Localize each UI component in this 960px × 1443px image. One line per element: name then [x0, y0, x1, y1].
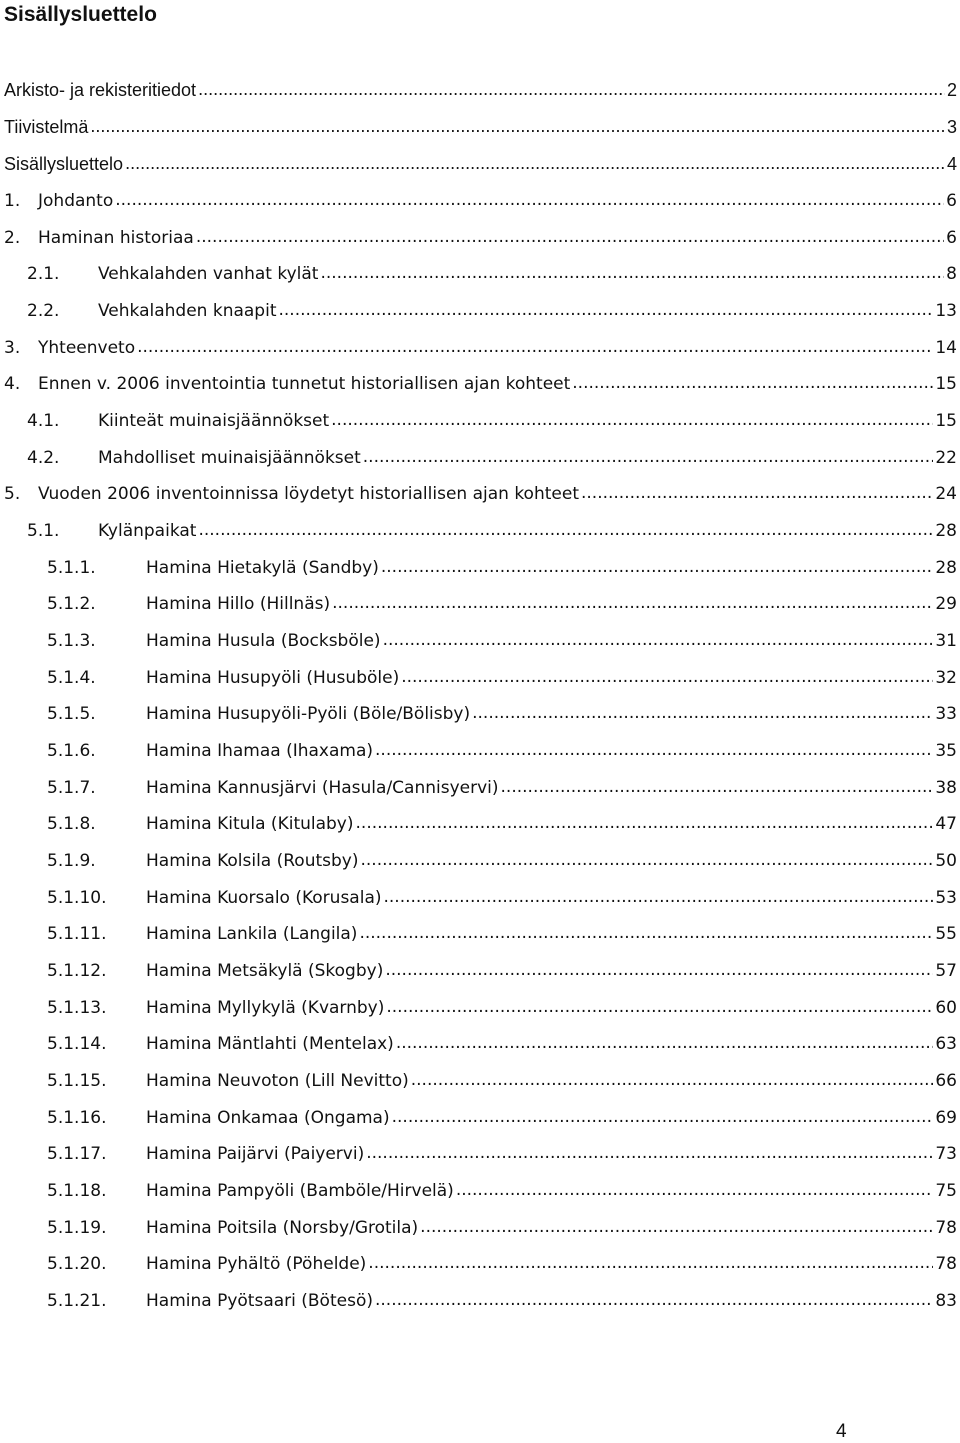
toc-dot-leader [198, 77, 945, 101]
toc-entry-label: Vuoden 2006 inventoinnissa löydetyt historiallisen ajan kohteet [38, 484, 579, 504]
toc-entry-label: Kiinteät muinaisjäännökset [98, 411, 330, 431]
toc-entry-number: 2. [4, 228, 21, 248]
toc-entry-page: 33 [935, 704, 957, 724]
toc-entry-page: 32 [935, 668, 957, 688]
toc-entry-number: 3. [4, 338, 21, 358]
toc-dot-leader [331, 408, 933, 432]
toc-entry-page: 66 [935, 1071, 957, 1091]
toc-entry-page: 78 [935, 1254, 957, 1274]
toc-entry[interactable] [47, 1032, 960, 1056]
toc-entry-page: 29 [935, 594, 957, 614]
toc-entry[interactable] [47, 996, 960, 1020]
toc-entry-page: 2 [946, 80, 957, 100]
toc-entry-label: Ennen v. 2006 inventointia tunnetut historiallisen ajan kohteet [38, 374, 571, 394]
toc-entry-page: 28 [935, 558, 957, 578]
toc-entry-number: 5.1.11. [47, 924, 107, 944]
toc-dot-leader [137, 335, 933, 359]
toc-entry-number: 4.1. [27, 411, 60, 431]
toc-dot-leader [361, 848, 934, 872]
toc-dot-leader [501, 775, 934, 799]
toc-entry-number: 5.1.16. [47, 1108, 107, 1128]
toc-entry-label: Hamina Paijärvi (Paiyervi) [146, 1144, 365, 1164]
toc-entry[interactable] [4, 482, 960, 506]
toc-dot-leader [420, 1215, 933, 1239]
toc-entry-number: 5.1.21. [47, 1291, 107, 1311]
toc-entry-number: 5.1.9. [47, 851, 96, 871]
toc-entry[interactable] [4, 78, 960, 102]
toc-entry[interactable] [47, 776, 960, 800]
toc-entry-number: 5.1.5. [47, 704, 96, 724]
toc-entry-number: 4.2. [27, 448, 60, 468]
toc-dot-leader [386, 995, 933, 1019]
page-number: 4 [836, 1421, 847, 1442]
toc-dot-leader [381, 555, 933, 579]
toc-entry-label: Hamina Neuvoton (Lill Nevitto) [146, 1071, 409, 1091]
toc-entry[interactable] [47, 739, 960, 763]
toc-entry-page: 60 [935, 998, 957, 1018]
toc-dot-leader [198, 518, 933, 542]
toc-entry-page: 53 [935, 888, 957, 908]
toc-entry-label: Johdanto [38, 191, 114, 211]
toc-entry-label: Hamina Onkamaa (Ongama) [146, 1108, 390, 1128]
toc-entry-label: Yhteenveto [38, 338, 136, 358]
toc-entry[interactable] [27, 262, 960, 286]
toc-entry[interactable] [47, 1069, 960, 1093]
toc-entry-number: 2.2. [27, 301, 60, 321]
toc-entry[interactable] [47, 886, 960, 910]
toc-entry-number: 5.1.14. [47, 1034, 107, 1054]
toc-entry-number: 5.1.4. [47, 668, 96, 688]
toc-dot-leader [90, 114, 945, 138]
toc-entry[interactable] [47, 556, 960, 580]
toc-entry[interactable] [27, 519, 960, 543]
toc-dot-leader [196, 225, 944, 249]
toc-entry[interactable] [47, 592, 960, 616]
toc-entry-number: 5.1.7. [47, 778, 96, 798]
toc-entry-label: Hamina Husupyöli (Husuböle) [146, 668, 400, 688]
toc-entry[interactable] [47, 629, 960, 653]
toc-entry-page: 13 [935, 301, 957, 321]
toc-entry[interactable] [47, 1289, 960, 1313]
toc-entry-label: Kylänpaikat [98, 521, 197, 541]
toc-entry-page: 83 [935, 1291, 957, 1311]
toc-entry-number: 5.1.8. [47, 814, 96, 834]
toc-entry[interactable] [47, 812, 960, 836]
toc-dot-leader [384, 885, 934, 909]
toc-entry-page: 47 [935, 814, 957, 834]
toc-entry[interactable] [4, 226, 960, 250]
toc-entry[interactable] [47, 922, 960, 946]
toc-entry-label: Hamina Pyötsaari (Bötesö) [146, 1291, 373, 1311]
toc-entry-page: 28 [935, 521, 957, 541]
toc-entry[interactable] [27, 299, 960, 323]
toc-entry-label: Vehkalahden knaapit [98, 301, 277, 321]
toc-entry-number: 5.1.10. [47, 888, 107, 908]
toc-entry-label: Hamina Lankila (Langila) [146, 924, 358, 944]
toc-dot-leader [572, 371, 933, 395]
toc-dot-leader [383, 628, 934, 652]
toc-dot-leader [411, 1068, 934, 1092]
toc-entry-label: Hamina Kannusjärvi (Hasula/Cannisyervi) [146, 778, 499, 798]
toc-dot-leader [392, 1105, 934, 1129]
toc-entry-number: 5.1.19. [47, 1218, 107, 1238]
toc-entry[interactable] [47, 1179, 960, 1203]
toc-entry-number: 5.1.15. [47, 1071, 107, 1091]
toc-dot-leader [368, 1251, 933, 1275]
toc-entry-page: 73 [935, 1144, 957, 1164]
toc-entry-label: Hamina Kuorsalo (Korusala) [146, 888, 382, 908]
toc-entry-page: 15 [935, 411, 957, 431]
toc-entry-label: Arkisto- ja rekisteritiedot [4, 80, 197, 100]
toc-entry-number: 5.1.13. [47, 998, 107, 1018]
toc-dot-leader [375, 1288, 933, 1312]
toc-entry-page: 69 [935, 1108, 957, 1128]
toc-dot-leader [581, 481, 933, 505]
toc-entry-number: 2.1. [27, 264, 60, 284]
toc-entry-label: Hamina Myllykylä (Kvarnby) [146, 998, 385, 1018]
toc-dot-leader [456, 1178, 934, 1202]
page-title: Sisällysluettelo [4, 3, 157, 26]
toc-entry[interactable] [4, 336, 960, 360]
toc-entry[interactable] [47, 1106, 960, 1130]
toc-entry-label: Hamina Husupyöli-Pyöli (Böle/Bölisby) [146, 704, 471, 724]
toc-entry-page: 14 [935, 338, 957, 358]
toc-entry[interactable] [47, 702, 960, 726]
toc-entry-page: 24 [935, 484, 957, 504]
toc-entry-label: Mahdolliset muinaisjäännökset [98, 448, 361, 468]
toc-entry-page: 8 [946, 264, 957, 284]
toc-dot-leader [375, 738, 933, 762]
toc-entry[interactable] [4, 152, 960, 176]
toc-entry-page: 38 [935, 778, 957, 798]
toc-entry-label: Hamina Poitsila (Norsby/Grotila) [146, 1218, 419, 1238]
toc-entry-label: Hamina Pyhältö (Pöhelde) [146, 1254, 367, 1274]
toc-entry-label: Hamina Kitula (Kitulaby) [146, 814, 354, 834]
toc-entry-label: Hamina Pampyöli (Bamböle/Hirvelä) [146, 1181, 454, 1201]
toc-entry-page: 55 [935, 924, 957, 944]
toc-entry[interactable] [4, 189, 960, 213]
toc-dot-leader [125, 151, 945, 175]
toc-dot-leader [396, 1031, 934, 1055]
toc-entry-page: 15 [935, 374, 957, 394]
toc-dot-leader [363, 445, 934, 469]
toc-dot-leader [401, 665, 933, 689]
toc-dot-leader [332, 591, 933, 615]
toc-entry-number: 5. [4, 484, 21, 504]
toc-entry-number: 5.1.1. [47, 558, 96, 578]
toc-entry-label: Tiivistelmä [4, 117, 89, 137]
toc-entry-label: Hamina Husula (Bocksböle) [146, 631, 381, 651]
toc-entry-number: 5.1.3. [47, 631, 96, 651]
toc-entry-page: 6 [946, 191, 957, 211]
toc-dot-leader [278, 298, 933, 322]
toc-entry-page: 75 [935, 1181, 957, 1201]
toc-dot-leader [115, 188, 944, 212]
toc-entry-page: 35 [935, 741, 957, 761]
toc-entry-page: 63 [935, 1034, 957, 1054]
toc-entry-number: 5.1.18. [47, 1181, 107, 1201]
toc-entry[interactable] [4, 115, 960, 139]
toc-entry-number: 1. [4, 191, 21, 211]
toc-entry-number: 5.1.12. [47, 961, 107, 981]
toc-dot-leader [472, 701, 933, 725]
toc-entry-label: Hamina Hietakylä (Sandby) [146, 558, 379, 578]
toc-entry-number: 5.1.20. [47, 1254, 107, 1274]
toc-entry-label: Vehkalahden vanhat kylät [98, 264, 319, 284]
toc-entry[interactable] [47, 849, 960, 873]
toc-entry-page: 50 [935, 851, 957, 871]
toc-entry-label: Hamina Kolsila (Routsby) [146, 851, 359, 871]
toc-entry-number: 4. [4, 374, 21, 394]
toc-entry-page: 57 [935, 961, 957, 981]
toc-dot-leader [356, 811, 934, 835]
toc-entry[interactable] [47, 1216, 960, 1240]
toc-dot-leader [359, 921, 933, 945]
toc-entry-number: 5.1.6. [47, 741, 96, 761]
toc-entry[interactable] [47, 959, 960, 983]
toc-entry-label: Haminan historiaa [38, 228, 194, 248]
toc-entry-label: Hamina Ihamaa (Ihaxama) [146, 741, 374, 761]
toc-entry[interactable] [4, 372, 960, 396]
toc-dot-leader [320, 261, 944, 285]
toc-entry-page: 4 [946, 154, 957, 174]
toc-dot-leader [366, 1141, 933, 1165]
toc-entry[interactable] [47, 1142, 960, 1166]
toc-entry[interactable] [27, 446, 960, 470]
toc-entry-number: 5.1.2. [47, 594, 96, 614]
toc-entry-label: Hamina Metsäkylä (Skogby) [146, 961, 384, 981]
toc-entry-page: 6 [946, 228, 957, 248]
toc-entry[interactable] [47, 1252, 960, 1276]
toc-entry[interactable] [47, 666, 960, 690]
toc-dot-leader [385, 958, 933, 982]
toc-entry-page: 22 [935, 448, 957, 468]
toc-entry-page: 31 [935, 631, 957, 651]
toc-entry-page: 3 [946, 117, 957, 137]
toc-entry-number: 5.1.17. [47, 1144, 107, 1164]
toc-entry[interactable] [27, 409, 960, 433]
toc-entry-label: Sisällysluettelo [4, 154, 124, 174]
toc-entry-label: Hamina Hillo (Hillnäs) [146, 594, 331, 614]
toc-entry-number: 5.1. [27, 521, 60, 541]
toc-entry-label: Hamina Mäntlahti (Mentelax) [146, 1034, 394, 1054]
toc-entry-page: 78 [935, 1218, 957, 1238]
